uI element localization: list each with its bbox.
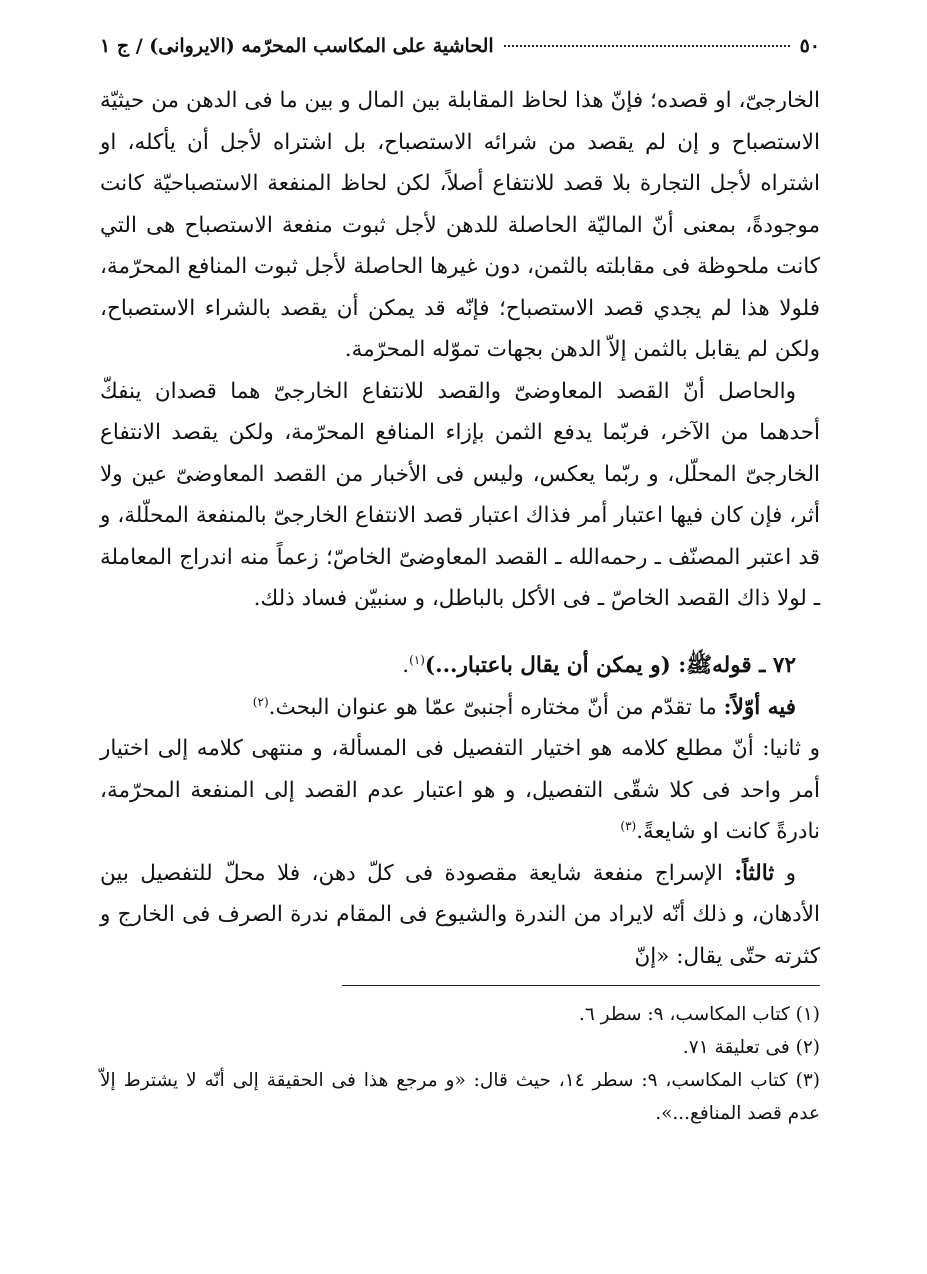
footnote-2: (٢) فى تعليقة ٧١. (682, 1037, 820, 1058)
footnote-ref-3: (٣) (620, 818, 637, 833)
paragraph-2: والحاصل أنّ القصد المعاوضىّ والقصد للانتفاع الخارجىّ هما قصدان ينفكّ أحدهما من الآخر، فربّما يدفع الثمن بإزاء المنافع المحرّمة، ولكن يقصد الانتفاع الخارجىّ المحلّل، و ربّما يعكس، وليس فى الأخبار من القصد المعاوضىّ عين ولا أثر، فإن كان فيها اعتبار أمر فذاك اعتبار قصد الانتفاع الخارجىّ بالمنفعة المحلّلة، و قد اعتبر المصنّف ـ رحمه‌الله ـ القصد المعاوضىّ الخاصّ؛ زعماً منه اندراج المعاملة ـ لولا ذاك القصد الخاصّ ـ فى الأكل بالباطل، و سنبيّن فساد ذلك. (100, 378, 820, 611)
point-second-text: و ثانيا: أنّ مطلع كلامه هو اختيار التفصيل فى المسألة، و منتهى كلامه إلى اختيار أمر واحد فى كلا شقّى التفصيل، و هو اعتبار عدم القصد إلى المنفعة المحرّمة، نادرةً كانت او شايعةً. (100, 736, 820, 844)
footnote-1: (١) كتاب المكاسب، ٩: سطر ٦. (578, 1004, 820, 1025)
point-first-label: فيه أوّلاً: (723, 694, 796, 720)
footnote-divider (342, 985, 820, 986)
point-first (100, 687, 820, 729)
heading-end: . (402, 653, 410, 678)
commentary-section (100, 645, 820, 977)
footnotes (100, 998, 820, 1130)
footnote-ref-2: (٢) (252, 694, 269, 709)
section-number-label: ٧٢ ـ قوله (712, 653, 796, 678)
point-third-label: ثالثاً: (734, 860, 775, 886)
main-text (100, 80, 820, 620)
point-third (100, 853, 820, 978)
point-first-text: ما تقدّم من أنّ مختاره أجنبىّ عمّا هو عنوان البحث. (268, 694, 724, 720)
honorific-symbol: ﷺ (686, 653, 713, 678)
book-title: الحاشية على المكاسب المحرّمه (الايروانى) / ج ١ (100, 35, 494, 57)
footnote-3: (٣) كتاب المكاسب، ٩: سطر ١٤، حيث قال: «و مرجع هذا فى الحقيقة إلى أنّه لا يشترط إلاّ عدم قصد المنافع...». (100, 1070, 820, 1124)
page-number: ٥٠ (799, 35, 820, 57)
point-third-text: الإسراج منفعة شايعة مقصودة فى كلّ دهن، فلا محلّ للتفصيل بين الأدهان، و ذلك أنّه لايراد من الندرة والشيوع فى المقام ندرة الصرف فى الخارج و كثرته حتّى يقال: «إنّ (100, 860, 820, 969)
quoted-phrase: : (و يمكن أن يقال باعتبار...) (424, 653, 687, 678)
paragraph-1: الخارجىّ، او قصده؛ فإنّ هذا لحاظ المقابلة بين المال و بين ما فى الدهن من حيثيّة الاستصباح و إن لم يقصد من شرائه الاستصباح، بل اشتراه لأجل أن يأكله، او اشتراه لأجل التجارة بلا قصد للانتفاع أصلاً، لكن لحاظ المنفعة الاستصباحيّة كانت موجودةً، بمعنى أنّ الماليّة الحاصلة للدهن لأجل ثبوت منفعة الاستصباح هى التي كانت ملحوظة فى مقابلته بالثمن، دون غيرها الحاصلة لأجل ثبوت المنافع المحرّمة، فلولا هذا لم يجدي قصد الاستصباح؛ فإنّه قد يمكن أن يقصد بالشراء الاستصباح، ولكن لم يقابل بالثمن إلاّ الدهن بجهات تموّله المحرّمة. (99, 88, 820, 362)
section-heading (100, 645, 820, 687)
footnote-ref-1: (١) (409, 652, 425, 667)
leader-dots (504, 45, 790, 47)
running-head (100, 28, 820, 64)
point-third-prefix: و (774, 860, 796, 886)
point-second (100, 728, 820, 853)
